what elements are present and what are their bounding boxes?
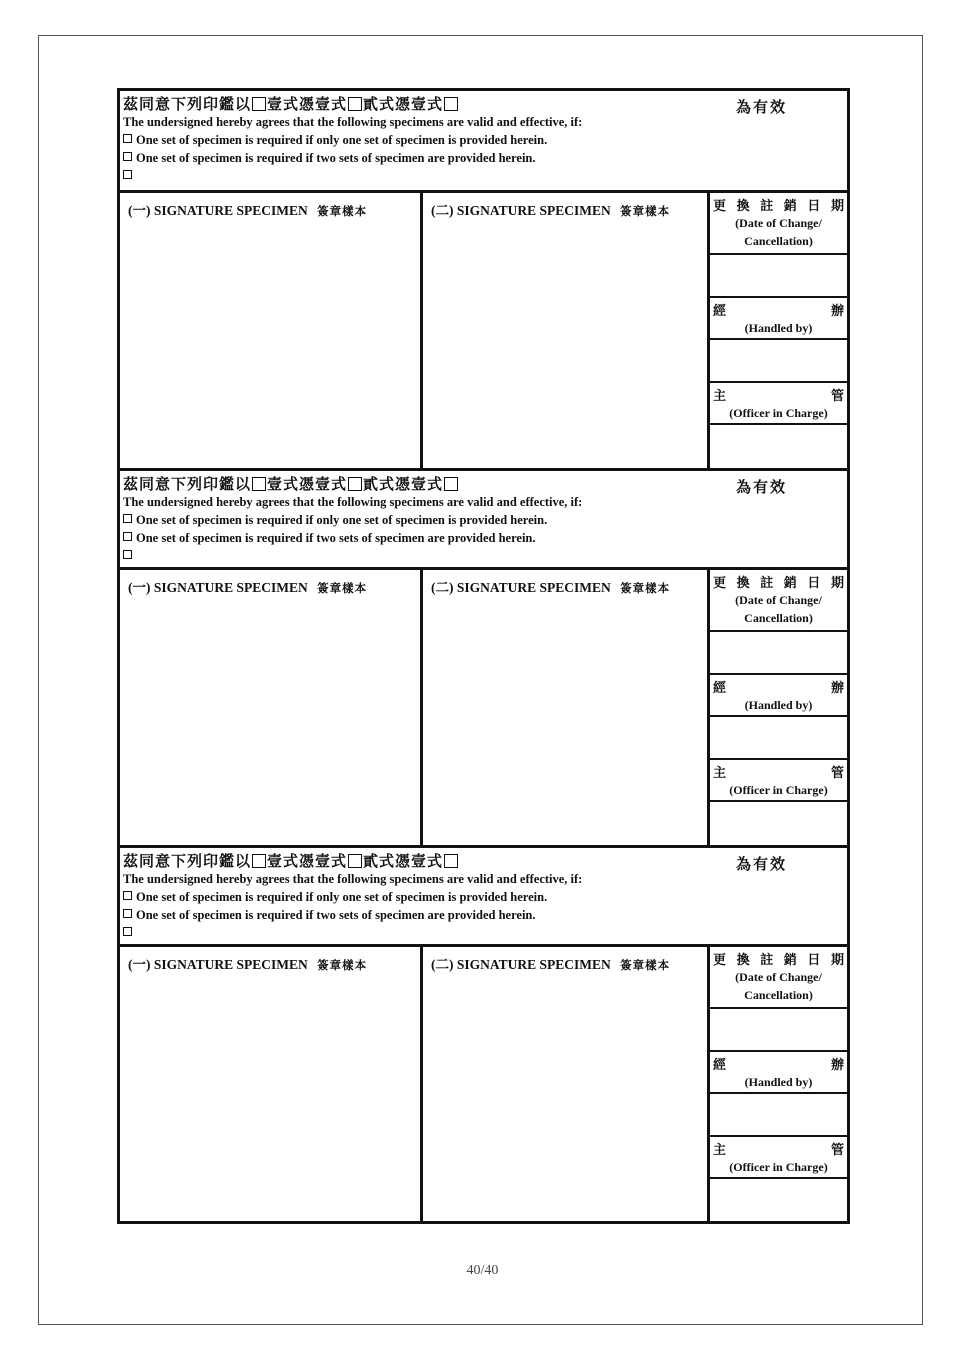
checkbox-box[interactable] — [252, 477, 266, 491]
signature-specimen-1[interactable]: (一) SIGNATURE SPECIMEN 簽章樣本 — [120, 193, 423, 468]
handled-by-field[interactable] — [710, 717, 847, 760]
date-of-change-field[interactable] — [710, 255, 847, 298]
option-two-sets: One set of specimen is required if two sets of specimen are provided herein. — [123, 529, 844, 547]
option-blank — [123, 547, 844, 565]
valid-label: 為有效 — [735, 855, 787, 873]
agreement-cn: 茲同意下列印鑑以 壹式憑壹式 貳式憑壹式 — [123, 852, 844, 870]
handled-by-label: 經 辦 (Handled by) — [710, 298, 847, 340]
option-one-set: One set of specimen is required if only one set of specimen is provided herein. — [123, 888, 844, 906]
agreement-en: The undersigned hereby agrees that the following specimens are valid and effective, if: — [123, 495, 583, 509]
checkbox-box[interactable] — [348, 854, 362, 868]
officer-in-charge-label: 主 管 (Officer in Charge) — [710, 1137, 847, 1179]
date-change-cn: 更 換 註 銷 日 期 — [713, 198, 844, 213]
handled-by-field[interactable] — [710, 1094, 847, 1137]
option-checkbox[interactable] — [123, 532, 132, 541]
specimen-block — [120, 91, 847, 468]
option-checkbox[interactable] — [123, 134, 132, 143]
agreement-en: The undersigned hereby agrees that the following specimens are valid and effective, if: — [123, 872, 583, 886]
date-change-cn: 更 換 註 銷 日 期 — [713, 952, 844, 967]
option-one-set: One set of specimen is required if only one set of specimen is provided herein. — [123, 131, 844, 149]
agreement-en: The undersigned hereby agrees that the following specimens are valid and effective, if: — [123, 115, 583, 129]
admin-column — [710, 947, 847, 1222]
option-checkbox[interactable] — [123, 550, 132, 559]
date-of-change-label: 更 換 註 銷 日 期 (Date of Change/ Cancellation) — [710, 947, 847, 1009]
signature-specimen-2[interactable]: (二) SIGNATURE SPECIMEN 簽章樣本 — [423, 570, 710, 845]
specimen-block — [120, 468, 847, 845]
signature-specimen-1[interactable]: (一) SIGNATURE SPECIMEN 簽章樣本 — [120, 947, 423, 1222]
option-checkbox[interactable] — [123, 152, 132, 161]
option-checkbox[interactable] — [123, 927, 132, 936]
specimen-block — [120, 845, 847, 1222]
date-of-change-label: 更 換 註 銷 日 期 (Date of Change/ Cancellation) — [710, 570, 847, 632]
handled-by-field[interactable] — [710, 340, 847, 383]
checkbox-box[interactable] — [444, 477, 458, 491]
option-one-set: One set of specimen is required if only one set of specimen is provided herein. — [123, 511, 844, 529]
date-of-change-field[interactable] — [710, 632, 847, 675]
checkbox-box[interactable] — [444, 97, 458, 111]
officer-in-charge-label: 主 管 (Officer in Charge) — [710, 760, 847, 802]
option-checkbox[interactable] — [123, 891, 132, 900]
signature-specimen-1[interactable]: (一) SIGNATURE SPECIMEN 簽章樣本 — [120, 570, 423, 845]
valid-label: 為有效 — [735, 478, 787, 496]
officer-in-charge-field[interactable] — [710, 425, 847, 468]
agreement-section — [120, 91, 847, 193]
option-blank — [123, 167, 844, 185]
agreement-cn: 茲同意下列印鑑以 壹式憑壹式 貳式憑壹式 — [123, 475, 844, 493]
signature-specimen-2[interactable]: (二) SIGNATURE SPECIMEN 簽章樣本 — [423, 193, 710, 468]
checkbox-box[interactable] — [252, 854, 266, 868]
page-number: 40/40 — [466, 1263, 499, 1278]
specimen-row — [120, 193, 847, 468]
date-of-change-field[interactable] — [710, 1009, 847, 1052]
officer-in-charge-field[interactable] — [710, 1179, 847, 1222]
option-checkbox[interactable] — [123, 514, 132, 523]
admin-column — [710, 570, 847, 845]
agreement-section — [120, 471, 847, 570]
date-change-cn: 更 換 註 銷 日 期 — [713, 575, 844, 590]
checkbox-box[interactable] — [252, 97, 266, 111]
agreement-cn: 茲同意下列印鑑以 壹式憑壹式 貳式憑壹式 — [123, 95, 844, 113]
officer-in-charge-field[interactable] — [710, 802, 847, 845]
handled-by-label: 經 辦 (Handled by) — [710, 1052, 847, 1094]
signature-form — [117, 88, 850, 1224]
officer-in-charge-label: 主 管 (Officer in Charge) — [710, 383, 847, 425]
signature-specimen-2[interactable]: (二) SIGNATURE SPECIMEN 簽章樣本 — [423, 947, 710, 1222]
specimen-row — [120, 947, 847, 1222]
option-checkbox[interactable] — [123, 170, 132, 179]
checkbox-box[interactable] — [444, 854, 458, 868]
option-two-sets: One set of specimen is required if two sets of specimen are provided herein. — [123, 149, 844, 167]
checkbox-box[interactable] — [348, 477, 362, 491]
handled-by-label: 經 辦 (Handled by) — [710, 675, 847, 717]
specimen-row — [120, 570, 847, 845]
option-two-sets: One set of specimen is required if two sets of specimen are provided herein. — [123, 906, 844, 924]
checkbox-box[interactable] — [348, 97, 362, 111]
valid-label: 為有效 — [735, 98, 787, 116]
date-of-change-label: 更 換 註 銷 日 期 (Date of Change/ Cancellation) — [710, 193, 847, 255]
admin-column — [710, 193, 847, 468]
option-checkbox[interactable] — [123, 909, 132, 918]
option-blank — [123, 924, 844, 942]
agreement-section — [120, 848, 847, 947]
